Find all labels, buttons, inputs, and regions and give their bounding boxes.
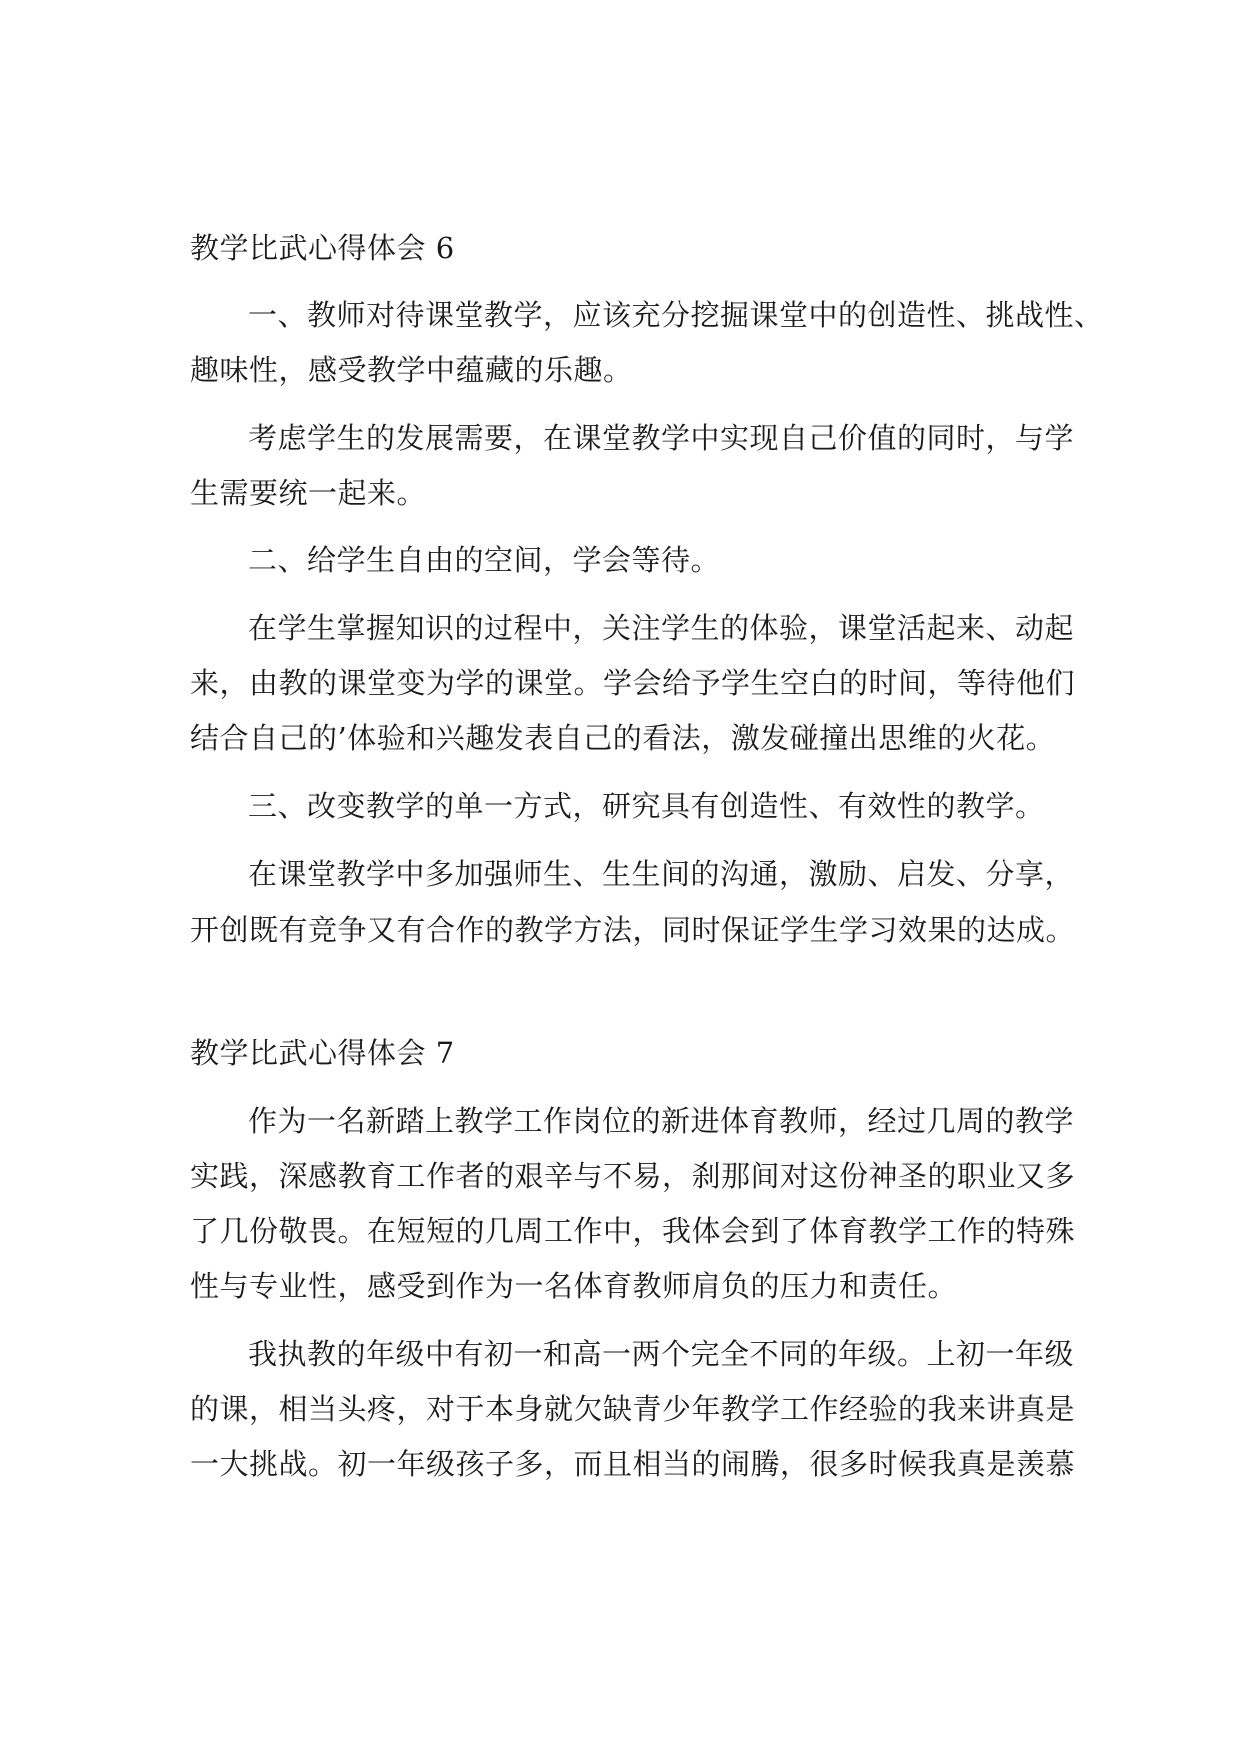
paragraph-line: 我执教的年级中有初一和高一两个完全不同的年级。上初一年级 (248, 1337, 1075, 1371)
paragraph-line: 一、教师对待课堂教学，应该充分挖掘课堂中的创造性、挑战性、 (248, 298, 1104, 332)
paragraph-line: 在课堂教学中多加强师生、生生间的沟通，激励、启发、分享， (248, 857, 1075, 891)
paragraph-line: 考虑学生的发展需要，在课堂教学中实现自己价值的同时，与学 (248, 421, 1075, 455)
paragraph-line: 来，由教的课堂变为学的课堂。学会给予学生空白的时间，等待他们 (190, 666, 1076, 700)
section-heading: 教学比武心得体会 6 (190, 231, 455, 265)
paragraph-line: 开创既有竞争又有合作的教学方法，同时保证学生学习效果的达成。 (190, 913, 1076, 947)
paragraph-line: 一大挑战。初一年级孩子多，而且相当的闹腾，很多时候我真是羡慕 (190, 1447, 1076, 1481)
paragraph-line: 在学生掌握知识的过程中，关注学生的体验，课堂活起来、动起 (248, 611, 1075, 645)
paragraph-line: 生需要统一起来。 (190, 476, 427, 510)
paragraph-line: 二、给学生自由的空间，学会等待。 (248, 543, 721, 577)
paragraph-line: 了几份敬畏。在短短的几周工作中，我体会到了体育教学工作的特殊 (190, 1214, 1076, 1248)
paragraph-line: 趣味性，感受教学中蕴藏的乐趣。 (190, 353, 633, 387)
paragraph-line: 性与专业性，感受到作为一名体育教师肩负的压力和责任。 (190, 1269, 958, 1303)
paragraph-line: 三、改变教学的单一方式，研究具有创造性、有效性的教学。 (248, 789, 1045, 823)
paragraph-line: 结合自己的’体验和兴趣发表自己的看法，激发碰撞出思维的火花。 (190, 721, 1056, 755)
paragraph-line: 作为一名新踏上教学工作岗位的新进体育教师，经过几周的教学 (248, 1104, 1075, 1138)
section-heading: 教学比武心得体会 7 (190, 1036, 455, 1070)
paragraph-line: 的课，相当头疼，对于本身就欠缺青少年教学工作经验的我来讲真是 (190, 1392, 1076, 1426)
paragraph-line: 实践，深感教育工作者的艰辛与不易，刹那间对这份神圣的职业又多 (190, 1159, 1076, 1193)
